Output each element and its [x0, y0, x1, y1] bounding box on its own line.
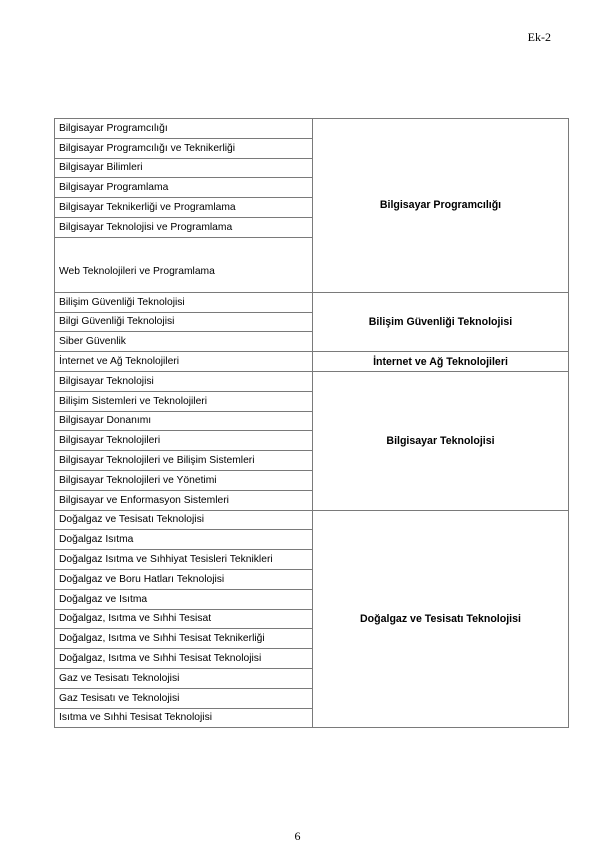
program-name-cell: Bilgisayar Teknolojisi ve Programlama	[55, 217, 313, 237]
table-row	[55, 371, 569, 391]
program-name-cell: Bilgisayar Programlama	[55, 178, 313, 198]
target-program-cell: Bilişim Güvenliği Teknolojisi	[313, 292, 569, 351]
program-name-cell: Gaz ve Tesisatı Teknolojisi	[55, 668, 313, 688]
table-row	[55, 292, 569, 312]
program-name-cell: Bilgisayar Teknolojisi	[55, 371, 313, 391]
program-name-cell: Doğalgaz ve Isıtma	[55, 589, 313, 609]
table-row	[55, 352, 569, 372]
program-name-cell: Bilişim Güvenliği Teknolojisi	[55, 292, 313, 312]
annex-label: Ek-2	[527, 30, 551, 44]
table-row	[55, 119, 569, 139]
program-name-cell: Bilgisayar Teknikerliği ve Programlama	[55, 198, 313, 218]
program-name-cell: Doğalgaz ve Boru Hatları Teknolojisi	[55, 569, 313, 589]
program-name-cell: İnternet ve Ağ Teknolojileri	[55, 352, 313, 372]
program-name-cell: Bilgisayar Teknolojileri ve Yönetimi	[55, 470, 313, 490]
target-program-cell: İnternet ve Ağ Teknolojileri	[313, 352, 569, 372]
target-program-cell: Doğalgaz ve Tesisatı Teknolojisi	[313, 510, 569, 728]
program-name-cell: Bilgisayar Programcılığı ve Teknikerliği	[55, 138, 313, 158]
table-row	[55, 510, 569, 530]
target-program-cell: Bilgisayar Programcılığı	[313, 119, 569, 293]
program-mapping-table	[54, 118, 569, 728]
program-name-cell: Bilişim Sistemleri ve Teknolojileri	[55, 391, 313, 411]
program-name-cell: Bilgisayar Teknolojileri	[55, 431, 313, 451]
program-name-cell: Bilgisayar ve Enformasyon Sistemleri	[55, 490, 313, 510]
program-name-cell: Bilgisayar Donanımı	[55, 411, 313, 431]
program-name-cell: Gaz Tesisatı ve Teknolojisi	[55, 688, 313, 708]
program-name-cell: Web Teknolojileri ve Programlama	[55, 237, 313, 292]
program-name-cell: Doğalgaz Isıtma ve Sıhhiyat Tesisleri Teknikleri	[55, 550, 313, 570]
table-body	[55, 119, 569, 728]
target-program-cell: Bilgisayar Teknolojisi	[313, 371, 569, 510]
program-name-cell: Doğalgaz ve Tesisatı Teknolojisi	[55, 510, 313, 530]
program-name-cell: Isıtma ve Sıhhi Tesisat Teknolojisi	[55, 708, 313, 728]
program-name-cell: Siber Güvenlik	[55, 332, 313, 352]
program-name-cell: Doğalgaz Isıtma	[55, 530, 313, 550]
program-name-cell: Doğalgaz, Isıtma ve Sıhhi Tesisat Teknolojisi	[55, 649, 313, 669]
program-name-cell: Doğalgaz, Isıtma ve Sıhhi Tesisat Teknikerliği	[55, 629, 313, 649]
program-name-cell: Bilgisayar Bilimleri	[55, 158, 313, 178]
program-name-cell: Doğalgaz, Isıtma ve Sıhhi Tesisat	[55, 609, 313, 629]
page-number: 6	[294, 829, 301, 843]
program-name-cell: Bilgisayar Teknolojileri ve Bilişim Sistemleri	[55, 451, 313, 471]
program-name-cell: Bilgi Güvenliği Teknolojisi	[55, 312, 313, 332]
program-name-cell: Bilgisayar Programcılığı	[55, 119, 313, 139]
